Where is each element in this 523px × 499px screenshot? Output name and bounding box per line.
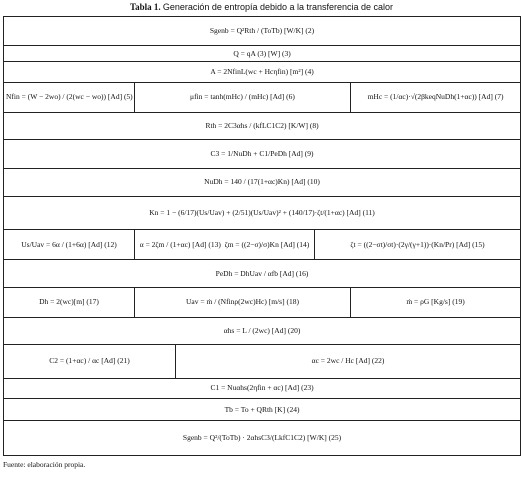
equation-25: Sgenb = Q²/(ToTb) · 2αhsC3/(LkfC1C2) [W/K] (25) (4, 421, 521, 456)
table-source-note: Fuente: elaboración propia. (3, 460, 86, 469)
equation-19: ṁ = ρG [Kg/s] (19) (351, 287, 521, 317)
equation-17: Dh = 2(wc)[m] (17) (4, 287, 135, 317)
equation-13-14 (135, 230, 315, 260)
equation-3: Q = qA (3) [W] (3) (4, 46, 521, 62)
equation-12: Us/Uav = 6α / (1+6α) [Ad] (12) (4, 230, 135, 260)
equation-5: Nfin = (W − 2wo) / (2(wc − wo)) [Ad] (5) (4, 82, 135, 112)
equation-11: Kn = 1 − (6/17)(Us/Uav) + (2/51)(Us/Uav)² + (140/17)·ζt/(1+αc) [Ad] (11) (4, 196, 521, 229)
equation-4: A = 2NfinL(wc + Hcηfin) [m²] (4) (4, 61, 521, 82)
equation-24: Tb = To + QRth [K] (24) (4, 399, 521, 421)
equation-20: αhs = L / (2wc) [Ad] (20) (4, 317, 521, 344)
equation-16: PeDh = DhUav / αfb [Ad] (16) (4, 260, 521, 287)
equation-8: Rth = 2C3αhs / (kfLC1C2) [K/W] (8) (4, 113, 521, 140)
equation-21: C2 = (1+αc) / αc [Ad] (21) (4, 345, 176, 378)
equation-9: C3 = 1/NuDh + C1/PeDh [Ad] (9) (4, 140, 521, 168)
equation-14: ζm = ((2−σ)/σ)Kn [Ad] (14) (224, 239, 310, 249)
equation-23: C1 = Nuαhs(2ηfin + αc) [Ad] (23) (4, 378, 521, 399)
equation-2: Sgenb = Q²Rth / (ToTb) [W/K] (2) (4, 17, 521, 46)
equation-10: NuDh = 140 / (17(1+αc)Kn) [Ad] (10) (4, 168, 521, 196)
equation-6: μfin = tanh(mHc) / (mHc) [Ad] (6) (135, 82, 351, 112)
equation-18: Uav = ṁ / (Nfinρ(2wc)Hc) [m/s] (18) (135, 287, 351, 317)
table-caption (0, 2, 523, 12)
equation-13: α = 2ζm / (1+αc) [Ad] (13) (139, 239, 221, 249)
equation-15: ζt = ((2−σt)/σt)·(2γ/(γ+1))·(Kn/Pr) [Ad] (15) (315, 230, 521, 260)
equation-7: mHc = (1/αc)·√(2βkeqNuDh(1+αc)) [Ad] (7) (351, 82, 521, 112)
equations-table (3, 16, 521, 456)
table-title: Generación de entropía debido a la transferencia de calor (162, 2, 394, 12)
equation-22: αc = 2wc / Hc [Ad] (22) (176, 345, 521, 378)
table-label: Tabla 1. (129, 2, 161, 12)
